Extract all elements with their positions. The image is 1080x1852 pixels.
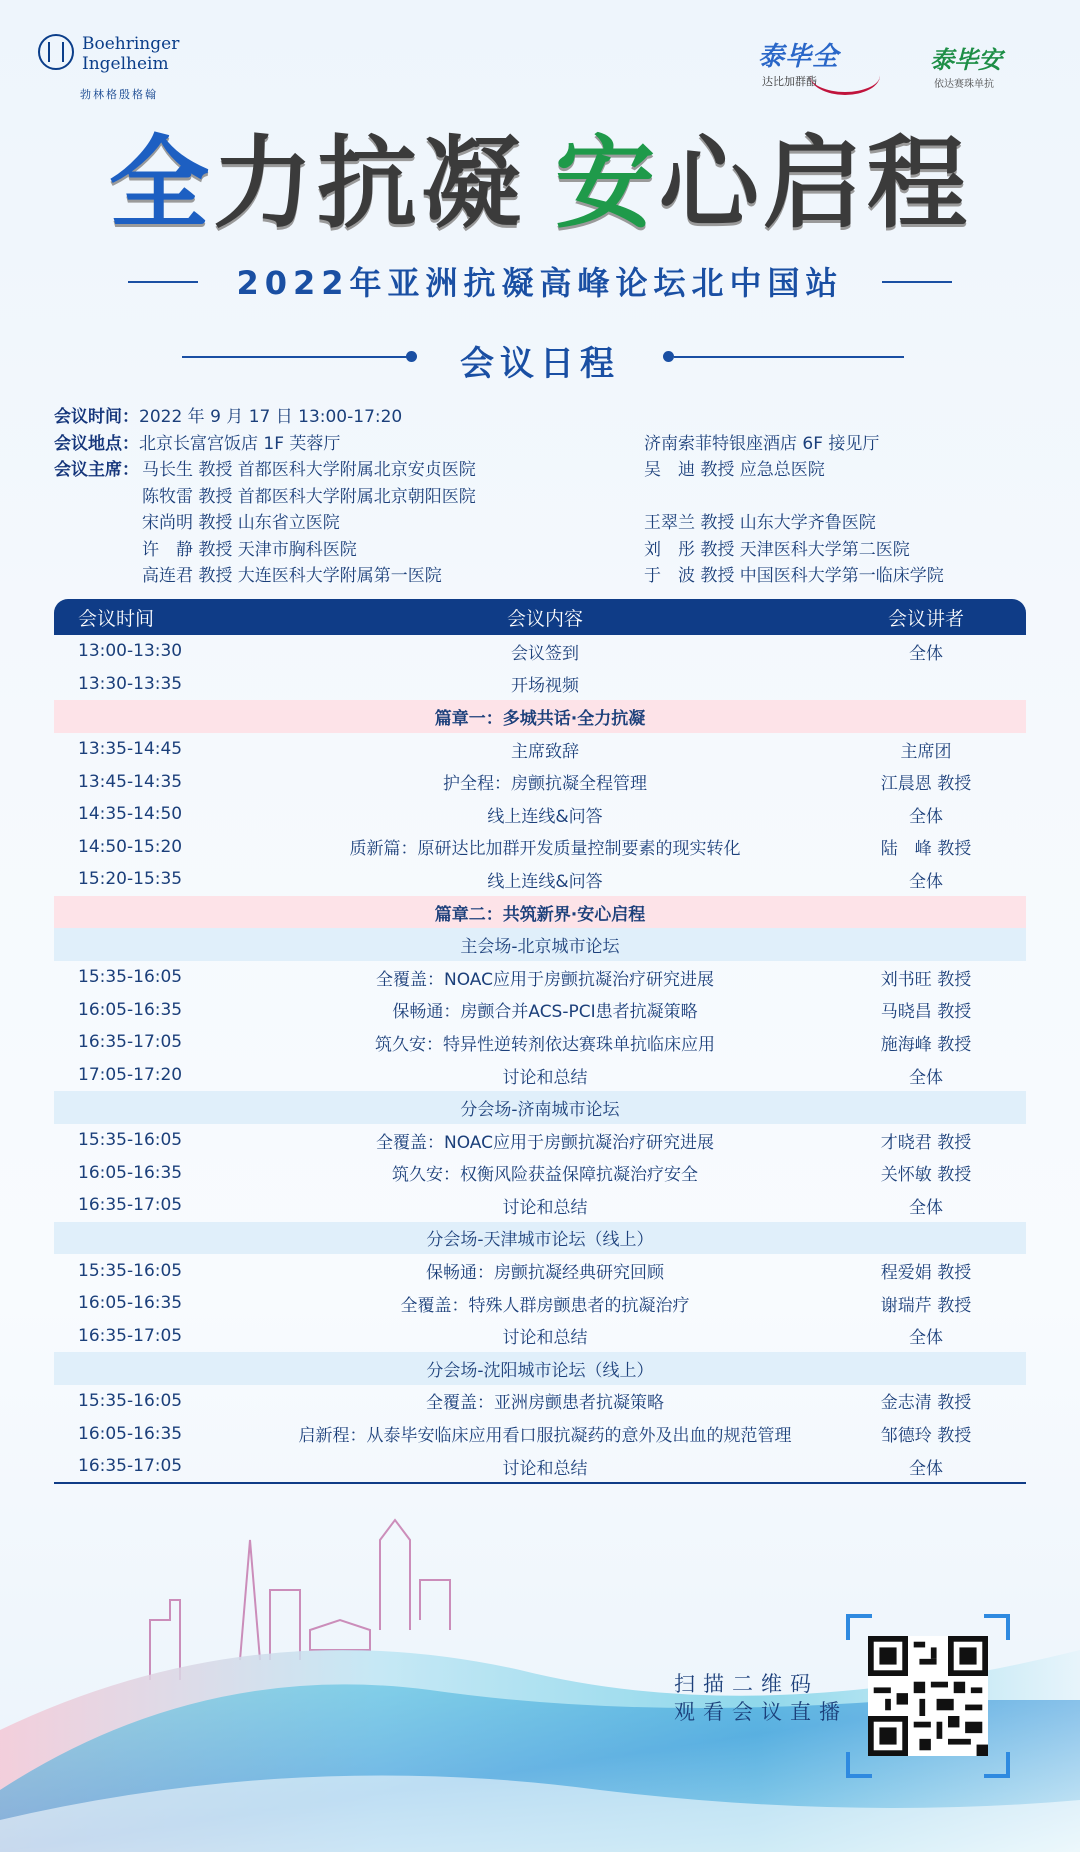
cell-speaker: 全体 (909, 1328, 943, 1349)
cell-speaker: 全体 (909, 806, 943, 827)
chairs-left (142, 457, 476, 590)
section-row (54, 700, 1026, 733)
cell-speaker: 马晓昌 教授 (880, 1002, 972, 1023)
cell-time: 13:45-14:35 (78, 771, 183, 792)
table-bottom-rule (54, 1482, 1026, 1484)
table-row (54, 994, 1026, 1027)
chair-left-3: 宋尚明 教授 山东省立医院 (142, 513, 340, 533)
cell-time: 16:05-16:35 (78, 999, 183, 1020)
brand1-swoosh-icon (810, 56, 880, 95)
cell-time: 16:35-17:05 (78, 1456, 183, 1477)
schedule-table (54, 599, 1026, 1484)
qr-code-icon (868, 1636, 988, 1756)
section-row (54, 896, 1026, 929)
info-chair-label (54, 457, 139, 484)
cell-content: 讨论和总结 (502, 1458, 588, 1479)
cell-speaker: 金志清 教授 (880, 1393, 972, 1414)
venue-row (54, 1222, 1026, 1255)
cell-content: 护全程：房颤抗凝全程管理 (443, 774, 647, 795)
cell-time: 13:35-14:45 (78, 739, 183, 760)
cell-time: 15:35-16:05 (78, 967, 183, 988)
cell-speaker: 刘书旺 教授 (880, 969, 972, 990)
cell-speaker: 全体 (909, 1197, 943, 1218)
cell-time: 13:00-13:30 (78, 641, 183, 662)
venue-label: 主会场-北京城市论坛 (460, 937, 620, 958)
cell-content: 主席致辞 (511, 741, 579, 762)
subtitle: 2022年亚洲抗凝高峰论坛北中国站 (236, 264, 844, 302)
agenda-title: 会议日程 (460, 344, 620, 384)
table-row (54, 733, 1026, 766)
cell-content: 保畅通：房颤合并ACS-PCI患者抗凝策略 (392, 1002, 698, 1023)
cell-speaker: 谢瑞芹 教授 (880, 1295, 972, 1316)
agenda-line-right (674, 356, 904, 358)
cell-speaker: 施海峰 教授 (880, 1034, 972, 1055)
cell-time: 16:05-16:35 (78, 1293, 183, 1314)
cell-speaker: 全体 (909, 643, 943, 664)
chair-right-2: 王翠兰 教授 山东大学齐鲁医院 (644, 513, 876, 533)
cell-content: 讨论和总结 (502, 1067, 588, 1088)
cell-speaker: 程爱娟 教授 (880, 1263, 972, 1284)
table-row (54, 1450, 1026, 1483)
headline-part1-rest: 力抗凝 (213, 124, 525, 242)
chairs-right (644, 457, 944, 590)
cell-time: 15:20-15:35 (78, 869, 183, 890)
chair-left-2: 陈牧雷 教授 首都医科大学附属北京朝阳医院 (142, 486, 476, 507)
headline-part2 (555, 124, 971, 242)
info-venue-left: 北京长富宫饭店 1F 芙蓉厅 (139, 434, 341, 454)
subtitle-line-right (882, 281, 952, 283)
scan-line1: 扫描二维码 (674, 1672, 819, 1696)
cell-time: 15:35-16:05 (78, 1130, 183, 1151)
chair-left-5: 高连君 教授 大连医科大学附属第一医院 (142, 566, 442, 586)
section-label: 篇章二：共筑新界·安心启程 (434, 904, 646, 925)
venue-row (54, 928, 1026, 961)
cell-speaker: 全体 (909, 1067, 943, 1088)
table-row (54, 831, 1026, 864)
venue-row (54, 1091, 1026, 1124)
cell-content: 线上连线&问答 (487, 871, 603, 892)
cell-time: 15:35-16:05 (78, 1260, 183, 1281)
table-row (54, 635, 1026, 668)
cell-time: 16:35-17:05 (78, 1325, 183, 1346)
cell-time: 17:05-17:20 (78, 1065, 183, 1086)
cell-content: 会议签到 (511, 643, 579, 664)
cell-speaker: 邹德玲 教授 (880, 1426, 972, 1447)
cell-time: 15:35-16:05 (78, 1390, 183, 1411)
table-row (54, 1157, 1026, 1190)
table-body (54, 635, 1026, 1482)
headline-part2-accent: 安 (555, 124, 659, 242)
table-row (54, 1026, 1026, 1059)
boehringer-cn: 勃林格殷格翰 (80, 88, 158, 101)
cell-content: 全覆盖：特殊人群房颤患者的抗凝治疗 (400, 1295, 690, 1316)
cell-content: 筑久安：特异性逆转剂依达赛珠单抗临床应用 (375, 1034, 715, 1055)
chair-left-1: 马长生 教授 首都医科大学附属北京安贞医院 (142, 460, 476, 480)
cell-speaker: 主席团 (900, 741, 952, 762)
info-chair-label-text: 会议主席： (54, 460, 139, 480)
venue-label: 分会场-沈阳城市论坛（线上） (426, 1360, 654, 1381)
headline-part2-rest: 心启程 (659, 124, 971, 242)
table-row (54, 1287, 1026, 1320)
venue-label: 分会场-天津城市论坛（线上） (426, 1230, 654, 1251)
info-time-value: 2022 年 9 月 17 日 13:00-17:20 (139, 407, 403, 427)
section-label: 篇章一：多城共话·全力抗凝 (434, 708, 646, 729)
scan-text (674, 1670, 848, 1726)
cell-speaker: 才晓君 教授 (880, 1132, 972, 1153)
cell-time: 16:05-16:35 (78, 1162, 183, 1183)
table-row (54, 765, 1026, 798)
chair-right-4: 于 波 教授 中国医科大学第一临床学院 (644, 566, 944, 586)
cell-speaker: 江晨恩 教授 (880, 774, 972, 795)
cell-content: 筑久安：权衡风险获益保障抗凝治疗安全 (392, 1165, 698, 1186)
cell-time: 16:05-16:35 (78, 1423, 183, 1444)
table-row (54, 961, 1026, 994)
table-header (54, 599, 1026, 635)
table-row (54, 1254, 1026, 1287)
chair-right-1: 吴 迪 教授 应急总医院 (644, 460, 825, 480)
info-time (54, 404, 402, 431)
info-time-label: 会议时间： (54, 407, 139, 427)
cell-content: 线上连线&问答 (487, 806, 603, 827)
cell-speaker: 陆 峰 教授 (880, 839, 972, 860)
cell-time: 13:30-13:35 (78, 673, 183, 694)
boehringer-mark-icon (38, 34, 74, 70)
table-row (54, 1124, 1026, 1157)
header-speaker: 会议讲者 (887, 607, 964, 630)
chair-right-3: 刘 彤 教授 天津医科大学第二医院 (644, 539, 910, 560)
table-row (54, 863, 1026, 896)
header-time: 会议时间 (78, 607, 155, 630)
cell-content: 全覆盖：NOAC应用于房颤抗凝治疗研究进展 (376, 1132, 714, 1153)
table-row (54, 1059, 1026, 1092)
cell-content: 质新篇：原研达比加群开发质量控制要素的现实转化 (349, 839, 741, 860)
brand-taibian-logo (930, 40, 1050, 100)
venue-label: 分会场-济南城市论坛 (460, 1100, 620, 1121)
cell-speaker: 全体 (909, 871, 943, 892)
brand1-name: 泰毕全 (758, 42, 840, 72)
table-row (54, 1417, 1026, 1450)
cell-speaker: 关怀敏 教授 (880, 1165, 972, 1186)
table-row (54, 1385, 1026, 1418)
brand2-sub: 依达赛珠单抗 (934, 79, 994, 90)
headline-part1-accent: 全 (109, 124, 213, 242)
table-row (54, 798, 1026, 831)
table-row (54, 668, 1026, 701)
cell-time: 16:35-17:05 (78, 1032, 183, 1053)
chair-left-4: 许 静 教授 天津市胸科医院 (142, 539, 357, 560)
cell-content: 开场视频 (511, 676, 579, 697)
cell-time: 14:35-14:50 (78, 804, 183, 825)
brand2-name: 泰毕安 (930, 46, 1002, 74)
cell-content: 保畅通：房颤抗凝经典研究回顾 (426, 1263, 664, 1284)
headline (0, 124, 1080, 242)
boehringer-name: Boehringer Ingelheim (82, 34, 180, 74)
cell-time: 16:35-17:05 (78, 1195, 183, 1216)
cell-content: 讨论和总结 (502, 1328, 588, 1349)
brand1-sub: 达比加群酯 (762, 75, 817, 88)
scan-line2: 观看会议直播 (674, 1700, 848, 1724)
headline-part1 (109, 124, 525, 242)
cell-content: 启新程：从泰毕安临床应用看口服抗凝药的意外及出血的规范管理 (298, 1426, 792, 1447)
agenda-dot-right (663, 351, 674, 362)
brand-taibiquan-logo (758, 36, 878, 96)
qr-code[interactable] (846, 1614, 1010, 1778)
cell-speaker: 全体 (909, 1458, 943, 1479)
cell-content: 全覆盖：亚洲房颤患者抗凝策略 (426, 1393, 664, 1414)
table-row (54, 1189, 1026, 1222)
header-content: 会议内容 (506, 607, 583, 630)
info-venue-right: 济南索菲特银座酒店 6F 接见厅 (644, 434, 880, 454)
boehringer-logo (38, 34, 188, 104)
cell-content: 讨论和总结 (502, 1197, 588, 1218)
info-venue (54, 431, 340, 458)
venue-row (54, 1352, 1026, 1385)
chair-right-spacer (644, 484, 944, 511)
info-venue-label: 会议地点： (54, 434, 139, 454)
cell-time: 14:50-15:20 (78, 836, 183, 857)
cell-content: 全覆盖：NOAC应用于房颤抗凝治疗研究进展 (376, 969, 714, 990)
table-row (54, 1319, 1026, 1352)
